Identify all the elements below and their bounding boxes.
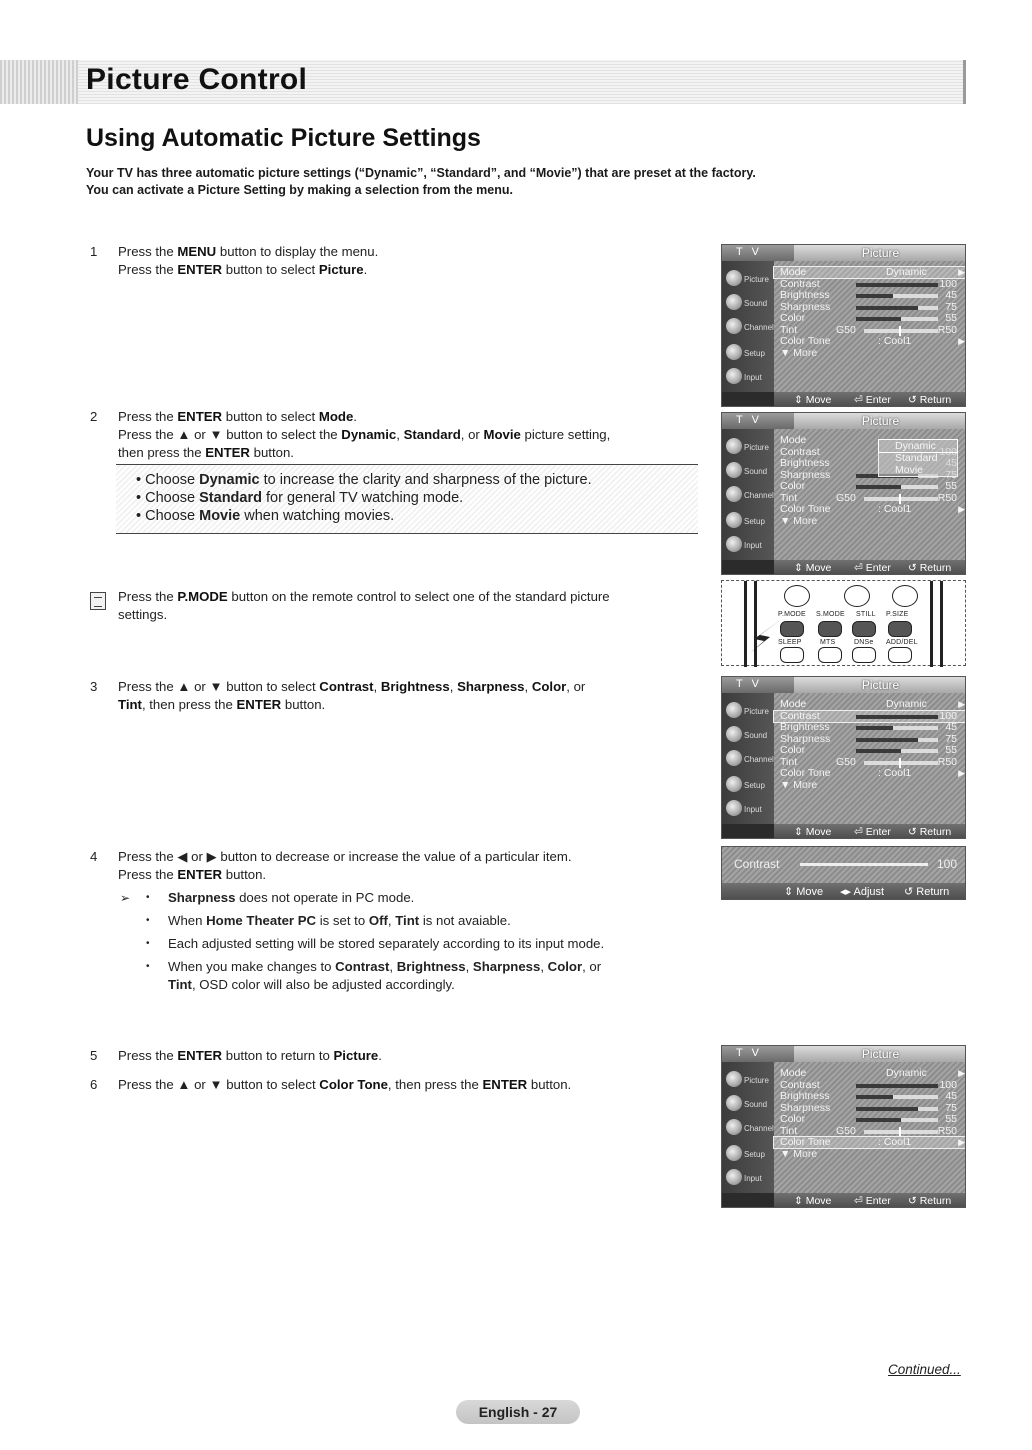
move-hint: ⇕ Move xyxy=(794,394,832,406)
dropdown-option: Standard xyxy=(895,452,938,464)
step-number: 6 xyxy=(90,1077,98,1092)
osd-controls xyxy=(774,560,966,575)
picture-icon xyxy=(726,1071,742,1087)
osd-tab-sound: Sound xyxy=(726,1092,772,1116)
return-hint: ↺ Return xyxy=(908,1195,952,1207)
list-item: • Sharpness does not operate in PC mode. xyxy=(146,889,680,907)
input-icon xyxy=(726,536,742,552)
osd-slider-fill xyxy=(856,726,893,730)
osd-row-color: Color 55 xyxy=(780,312,957,324)
osd-slider xyxy=(856,749,938,753)
osd-menu xyxy=(774,261,966,392)
section-title: Using Automatic Picture Settings xyxy=(86,124,481,152)
osd-tv-label: T V xyxy=(736,246,762,258)
osd-tv-label: T V xyxy=(736,414,762,426)
remote-edge xyxy=(930,581,933,667)
list-item: • When Home Theater PC is set to Off, Tint is not avaiable. xyxy=(146,912,680,930)
osd-slider-fill xyxy=(856,283,938,287)
osd-sidebar xyxy=(722,1062,774,1193)
osd-tab-input: Input xyxy=(726,533,772,557)
osd-row-brightness: Brightness xyxy=(780,457,830,469)
step-number: 1 xyxy=(90,244,98,259)
pointer-arrow-icon xyxy=(746,615,786,655)
osd-tv-label: T V xyxy=(736,1047,762,1059)
osd-row-mode: Mode Dynamic ▶ xyxy=(780,1067,965,1079)
list-item: • Each adjusted setting will be stored separately according to its input mode. xyxy=(146,935,680,953)
chevron-right-icon: ▶ xyxy=(958,336,965,346)
step-number: 2 xyxy=(90,409,98,424)
remote-button xyxy=(852,621,876,637)
osd-menu xyxy=(774,693,966,824)
osd-sidebar xyxy=(722,261,774,392)
osd-slider xyxy=(856,1107,938,1111)
osd-screen-1 xyxy=(721,244,966,407)
osd-slider xyxy=(856,726,938,730)
step-4: 4 Press the ◀ or ▶ button to decrease or increase the value of a particular item. Press the ENTER button. xyxy=(90,849,572,882)
osd-screen-4 xyxy=(721,1045,966,1208)
remote-label: DNSe xyxy=(854,639,874,646)
picture-icon xyxy=(726,270,742,286)
channel-icon xyxy=(726,318,742,334)
sound-icon xyxy=(726,294,742,310)
osd-row-mode: Mode xyxy=(780,434,807,446)
picture-icon xyxy=(726,702,742,718)
osd-slider xyxy=(856,283,938,287)
osd-title: Picture xyxy=(794,245,966,261)
osd-sidebar xyxy=(722,429,774,560)
page-number: English - 27 xyxy=(456,1400,580,1424)
osd-slider xyxy=(856,317,938,321)
remote-button xyxy=(818,621,842,637)
step-number: 4 xyxy=(90,849,98,864)
osd-tab-input: Input xyxy=(726,1166,772,1190)
osd-screen-2 xyxy=(721,412,966,575)
osd-tab-channel: Channel xyxy=(726,1116,772,1140)
osd-slider xyxy=(856,738,938,742)
step-2: 2 Press the ENTER button to select Mode. Press the ▲ or ▼ button to select the Dynamic, Standard, or Movie picture setting, then press the ENTER button. xyxy=(90,409,611,460)
osd-slider-fill xyxy=(856,485,901,489)
step-1: 1 Press the MENU button to display the menu. Press the ENTER button to select Picture. xyxy=(90,244,379,277)
remote-button xyxy=(852,647,876,663)
step-6: 6 Press the ▲ or ▼ button to select Color Tone, then press the ENTER button. xyxy=(90,1077,572,1092)
osd-tab-input: Input xyxy=(726,797,772,821)
osd-row-more: ▼ More xyxy=(780,514,818,527)
setup-icon xyxy=(726,776,742,792)
osd-row-more: ▼ More xyxy=(780,1147,818,1160)
osd-tab-channel: Channel xyxy=(726,483,772,507)
input-icon xyxy=(726,800,742,816)
mode-dropdown xyxy=(878,439,958,477)
intro-line-1: Your TV has three automatic picture settings (“Dynamic”, “Standard”, and “Movie”) that are preset at the factory. xyxy=(86,166,756,180)
arrow-icon: ➢ xyxy=(120,891,131,905)
sound-icon xyxy=(726,462,742,478)
osd-slider xyxy=(856,1084,938,1088)
osd-row-mode: Mode Dynamic ▶ xyxy=(774,267,966,278)
osd-slider xyxy=(856,306,938,310)
channel-icon xyxy=(726,750,742,766)
move-hint: ⇕ Move xyxy=(784,886,824,898)
osd-row-sharpness: Sharpness 75 xyxy=(780,732,957,745)
header-bar xyxy=(0,60,966,104)
osd-row-contrast: Contrast 100 xyxy=(780,1078,957,1091)
sound-icon xyxy=(726,726,742,742)
osd-row-tint: Tint G50 R50 xyxy=(780,755,957,768)
osd-slider xyxy=(856,294,938,298)
osd-row-tint: Tint G50 R50 xyxy=(780,323,957,336)
return-hint: ↺ Return xyxy=(904,886,950,898)
osd-tab-setup: Setup xyxy=(726,509,772,533)
adjust-controls xyxy=(722,883,965,900)
header-stripe xyxy=(0,60,78,104)
osd-tv-label: T V xyxy=(736,678,762,690)
osd-row-more: ▼ More xyxy=(780,346,818,359)
remote-label: ADD/DEL xyxy=(886,639,918,646)
remote-button xyxy=(784,585,810,607)
list-item: • When you make changes to Contrast, Brightness, Sharpness, Color, or Tint, OSD color will also be adjusted accordingly. xyxy=(146,958,680,994)
osd-tab-setup: Setup xyxy=(726,1142,772,1166)
chevron-right-icon: ▶ xyxy=(958,699,965,709)
osd-slider xyxy=(864,761,938,765)
osd-row-contrast: Contrast 100 xyxy=(774,711,966,722)
osd-tab-setup: Setup xyxy=(726,341,772,365)
channel-icon xyxy=(726,1119,742,1135)
step-number: 5 xyxy=(90,1048,98,1063)
remote-edge xyxy=(940,581,943,667)
osd-slider xyxy=(864,497,938,501)
adjust-value: 100 xyxy=(936,857,957,871)
intro-text xyxy=(86,165,886,199)
osd-title: Picture xyxy=(794,413,966,429)
osd-controls xyxy=(774,392,966,407)
remote-label: STILL xyxy=(856,611,876,618)
intro-line-2: You can activate a Picture Setting by making a selection from the menu. xyxy=(86,183,513,197)
osd-tab-channel: Channel xyxy=(726,315,772,339)
osd-slider-fill xyxy=(856,749,901,753)
osd-controls xyxy=(774,824,966,839)
osd-slider xyxy=(856,1118,938,1122)
setup-icon xyxy=(726,344,742,360)
return-hint: ↺ Return xyxy=(908,394,952,406)
osd-tab-sound: Sound xyxy=(726,291,772,315)
choose-line: • Choose Standard for general TV watching mode. xyxy=(136,490,464,506)
osd-slider-fill xyxy=(856,1118,901,1122)
sound-icon xyxy=(726,1095,742,1111)
continued-link: Continued... xyxy=(888,1362,961,1377)
dropdown-option: Dynamic xyxy=(879,440,957,452)
osd-title: Picture xyxy=(794,1046,966,1062)
input-icon xyxy=(726,368,742,384)
choose-line: • Choose Movie when watching movies. xyxy=(136,508,395,524)
setup-icon xyxy=(726,512,742,528)
enter-hint: ⏎ Enter xyxy=(854,1195,891,1207)
adjust-label: Contrast xyxy=(734,857,780,871)
chevron-right-icon: ▶ xyxy=(958,267,965,277)
adjust-hint: ◂▸ Adjust xyxy=(840,886,885,898)
osd-slider xyxy=(864,1130,938,1134)
osd-row-more: ▼ More xyxy=(780,778,818,791)
osd-tab-sound: Sound xyxy=(726,459,772,483)
osd-row-color: Color 55 xyxy=(780,1113,957,1125)
move-hint: ⇕ Move xyxy=(794,562,832,574)
chevron-right-icon: ▶ xyxy=(958,1137,965,1147)
remote-button xyxy=(888,621,912,637)
step-5: 5 Press the ENTER button to return to Picture. xyxy=(90,1048,382,1063)
chevron-right-icon: ▶ xyxy=(958,1068,965,1078)
osd-row-color-tone: Color Tone : Cool1 ▶ xyxy=(780,503,965,515)
osd-tab-picture: Picture xyxy=(726,699,772,723)
move-hint: ⇕ Move xyxy=(794,1195,832,1207)
step-3: 3 Press the ▲ or ▼ button to select Contrast, Brightness, Sharpness, Color, or Tint, then press the ENTER button. xyxy=(90,679,586,712)
remote-control-figure xyxy=(721,580,966,666)
remote-label: SLEEP xyxy=(778,639,802,646)
osd-menu xyxy=(774,1062,966,1193)
return-hint: ↺ Return xyxy=(908,826,952,838)
notes-list xyxy=(120,889,680,999)
osd-row-brightness: Brightness 45 xyxy=(780,1090,957,1102)
osd-row-tint: Tint G50 R50 xyxy=(780,491,957,504)
osd-tab-picture: Picture xyxy=(726,1068,772,1092)
osd-slider xyxy=(864,329,938,333)
choose-box xyxy=(116,464,698,534)
osd-row-contrast: Contrast 100 xyxy=(780,277,957,290)
choose-line: • Choose Dynamic to increase the clarity and sharpness of the picture. xyxy=(136,472,592,488)
osd-slider-fill xyxy=(856,738,918,742)
osd-screen-3 xyxy=(721,676,966,839)
dropdown-option: Movie xyxy=(895,464,924,476)
remote-button xyxy=(888,647,912,663)
osd-slider xyxy=(856,1095,938,1099)
osd-row-sharpness: Sharpness xyxy=(774,470,966,481)
input-icon xyxy=(726,1169,742,1185)
osd-slider-fill xyxy=(856,306,918,310)
osd-slider-tick xyxy=(899,758,901,768)
osd-row-color-tone: Color Tone : Cool1 ▶ xyxy=(774,1137,966,1148)
osd-row-tint: Tint G50 R50 xyxy=(780,1124,957,1137)
osd-row-color-tone: Color Tone : Cool1 ▶ xyxy=(780,335,965,347)
osd-slider-tick xyxy=(899,326,901,336)
osd-row-brightness: Brightness 45 xyxy=(780,289,957,301)
osd-row-color: Color 55 xyxy=(780,744,957,756)
osd-row-mode: Mode Dynamic ▶ xyxy=(780,698,965,710)
osd-slider xyxy=(856,485,938,489)
contrast-adjust-bar xyxy=(721,846,966,900)
move-hint: ⇕ Move xyxy=(794,826,832,838)
osd-slider-tick xyxy=(899,1127,901,1137)
setup-icon xyxy=(726,1145,742,1161)
remote-button xyxy=(892,585,918,607)
osd-slider-fill xyxy=(856,1095,893,1099)
osd-sidebar xyxy=(722,693,774,824)
remote-button xyxy=(844,585,870,607)
remote-label: S.MODE xyxy=(816,611,845,618)
enter-hint: ⏎ Enter xyxy=(854,562,891,574)
chevron-right-icon: ▶ xyxy=(958,768,965,778)
osd-slider-fill xyxy=(856,294,893,298)
remote-label: P.SIZE xyxy=(886,611,909,618)
chevron-right-icon: ▶ xyxy=(958,504,965,514)
osd-row-color-tone: Color Tone : Cool1 ▶ xyxy=(780,767,965,779)
adjust-track xyxy=(800,863,928,866)
osd-controls xyxy=(774,1193,966,1208)
step-number: 3 xyxy=(90,679,98,694)
remote-label: MTS xyxy=(820,639,836,646)
osd-tab-picture: Picture xyxy=(726,435,772,459)
osd-row-sharpness: Sharpness 75 xyxy=(780,300,957,313)
page-title: Picture Control xyxy=(86,63,308,96)
enter-hint: ⏎ Enter xyxy=(854,826,891,838)
osd-row-color: Color 55 xyxy=(780,480,957,492)
osd-tab-input: Input xyxy=(726,365,772,389)
note-text: Press the P.MODE button on the remote control to select one of the standard picture settings. xyxy=(118,589,610,622)
osd-tab-channel: Channel xyxy=(726,747,772,771)
osd-tab-sound: Sound xyxy=(726,723,772,747)
remote-button xyxy=(818,647,842,663)
osd-slider-fill xyxy=(856,1084,938,1088)
osd-row-sharpness: Sharpness 75 xyxy=(780,1101,957,1114)
osd-row-contrast: Contrast xyxy=(780,445,820,458)
osd-slider-tick xyxy=(899,494,901,504)
return-hint: ↺ Return xyxy=(908,562,952,574)
osd-slider xyxy=(856,715,938,719)
osd-row-brightness: Brightness 45 xyxy=(780,721,957,733)
osd-tab-setup: Setup xyxy=(726,773,772,797)
osd-slider-fill xyxy=(856,1107,918,1111)
remote-label: P.MODE xyxy=(778,611,806,618)
osd-title: Picture xyxy=(794,677,966,693)
osd-slider-fill xyxy=(856,317,901,321)
channel-icon xyxy=(726,486,742,502)
osd-tab-picture: Picture xyxy=(726,267,772,291)
picture-icon xyxy=(726,438,742,454)
osd-menu xyxy=(774,429,966,560)
osd-slider-fill xyxy=(856,715,938,719)
enter-hint: ⏎ Enter xyxy=(854,394,891,406)
